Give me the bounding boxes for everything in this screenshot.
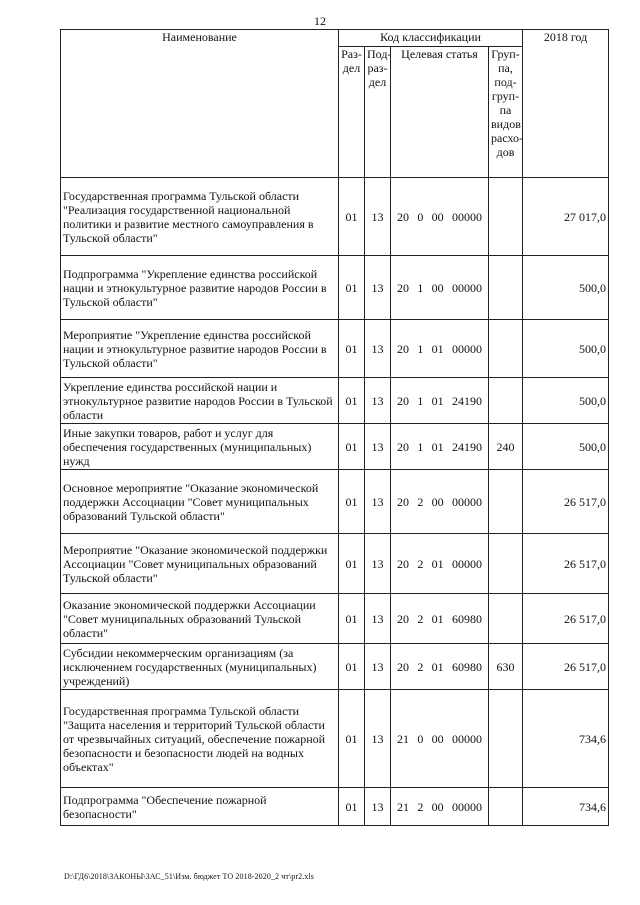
row-expense-type [489,320,523,378]
row-expense-type [489,534,523,594]
row-podrazdel: 13 [365,378,391,424]
csr-part: 20 [397,393,409,408]
row-razdel: 01 [339,644,365,690]
row-expense-type: 630 [489,644,523,690]
row-podrazdel: 13 [365,320,391,378]
row-name: Подпрограмма "Укрепление единства российской нации и этнокультурное развитие народов России в Тульской области" [61,256,339,320]
csr-part: 20 [397,439,409,454]
table-row [61,424,609,470]
row-razdel: 01 [339,178,365,256]
csr-part: 1 [417,341,424,356]
row-podrazdel: 13 [365,178,391,256]
row-name: Основное мероприятие "Оказание экономической поддержки Ассоциации "Совет муниципальных образований Тульской области" [61,470,339,534]
csr-part: 20 [397,611,409,626]
header-vr: Груп-па, под-груп-па видов расхо-дов [489,47,523,178]
table-row [61,644,609,690]
header-year: 2018 год [523,30,609,178]
row-podrazdel: 13 [365,690,391,788]
row-target-article [391,424,489,470]
header-name: Наименование [61,30,339,178]
row-amount: 500,0 [523,378,609,424]
row-razdel: 01 [339,690,365,788]
row-razdel: 01 [339,256,365,320]
row-podrazdel: 13 [365,594,391,644]
csr-part: 20 [397,209,409,224]
row-razdel: 01 [339,594,365,644]
csr-part: 00 [431,799,444,814]
row-target-article [391,534,489,594]
row-podrazdel: 13 [365,788,391,826]
table-row [61,178,609,256]
csr-part: 2 [417,659,424,674]
csr-part: 00000 [451,494,482,509]
row-name: Субсидии некоммерческим организациям (за исключением государственных (муниципальных) учреждений) [61,644,339,690]
row-name: Мероприятие "Укрепление единства российской нации и этнокультурное развитие народов России в Тульской области" [61,320,339,378]
row-target-article [391,470,489,534]
row-razdel: 01 [339,534,365,594]
header-razdel: Раз-дел [339,47,365,178]
row-name: Подпрограмма "Обеспечение пожарной безопасности" [61,788,339,826]
csr-part: 20 [397,556,409,571]
row-target-article [391,644,489,690]
csr-part: 00000 [451,341,482,356]
csr-part: 24190 [451,393,482,408]
row-expense-type: 240 [489,424,523,470]
csr-part: 0 [417,731,424,746]
header-podrazdel: Под-раз-дел [365,47,391,178]
csr-part: 20 [397,494,409,509]
csr-part: 24190 [451,439,482,454]
row-amount: 26 517,0 [523,534,609,594]
row-razdel: 01 [339,424,365,470]
csr-part: 60980 [451,659,482,674]
csr-part: 1 [417,280,424,295]
table-row [61,320,609,378]
row-razdel: 01 [339,788,365,826]
file-path-footer: D:\ГД6\2018\ЗАКОНЫ\ЗАС_51\Изм. бюджет ТО 2018-2020_2 чт\pr2.xls [64,872,314,881]
row-amount: 500,0 [523,256,609,320]
table-row [61,470,609,534]
row-amount: 26 517,0 [523,470,609,534]
csr-part: 20 [397,341,409,356]
table-row [61,534,609,594]
csr-part: 01 [431,341,444,356]
table-row [61,788,609,826]
row-target-article [391,178,489,256]
csr-part: 00 [431,280,444,295]
header-code-group: Код классификации [339,30,523,47]
csr-part: 00000 [451,280,482,295]
row-podrazdel: 13 [365,644,391,690]
row-expense-type [489,178,523,256]
row-amount: 500,0 [523,424,609,470]
row-target-article [391,690,489,788]
row-amount: 26 517,0 [523,644,609,690]
csr-part: 2 [417,799,424,814]
row-amount: 734,6 [523,690,609,788]
row-target-article [391,256,489,320]
row-expense-type [489,470,523,534]
csr-part: 21 [397,731,409,746]
csr-part: 20 [397,659,409,674]
row-podrazdel: 13 [365,424,391,470]
csr-part: 01 [431,659,444,674]
row-podrazdel: 13 [365,470,391,534]
csr-part: 20 [397,280,409,295]
csr-part: 01 [431,439,444,454]
table-row [61,594,609,644]
row-name: Укрепление единства российской нации и этнокультурное развитие народов России в Тульской области [61,378,339,424]
row-podrazdel: 13 [365,256,391,320]
csr-part: 0 [417,209,424,224]
csr-part: 01 [431,393,444,408]
row-target-article [391,320,489,378]
csr-part: 00 [431,494,444,509]
csr-part: 60980 [451,611,482,626]
table-row [61,378,609,424]
header-csr: Целевая статья [391,47,489,178]
row-name: Оказание экономической поддержки Ассоциации "Совет муниципальных образований Тульской области" [61,594,339,644]
table-row [61,690,609,788]
row-razdel: 01 [339,320,365,378]
csr-part: 00000 [451,799,482,814]
csr-part: 1 [417,393,424,408]
row-razdel: 01 [339,378,365,424]
row-amount: 26 517,0 [523,594,609,644]
csr-part: 00000 [451,209,482,224]
csr-part: 2 [417,556,424,571]
csr-part: 01 [431,611,444,626]
row-target-article [391,378,489,424]
row-name: Иные закупки товаров, работ и услуг для обеспечения государственных (муниципальных) нужд [61,424,339,470]
row-name: Мероприятие "Оказание экономической поддержки Ассоциации "Совет муниципальных образований Тульской области" [61,534,339,594]
budget-table [60,29,609,826]
row-razdel: 01 [339,470,365,534]
row-target-article [391,594,489,644]
row-amount: 734,6 [523,788,609,826]
row-name: Государственная программа Тульской области "Реализация государственной национальной политики и развитие местного самоуправления в Тульской области" [61,178,339,256]
row-expense-type [489,594,523,644]
row-name: Государственная программа Тульской области "Защита населения и территорий Тульской области от чрезвычайных ситуаций, обеспечение пожарной безопасности и безопасности людей на водных объектах" [61,690,339,788]
row-expense-type [489,378,523,424]
table-row [61,256,609,320]
row-target-article [391,788,489,826]
row-expense-type [489,788,523,826]
page-number: 12 [314,14,326,28]
row-expense-type [489,690,523,788]
csr-part: 00000 [451,731,482,746]
csr-part: 21 [397,799,409,814]
row-amount: 27 017,0 [523,178,609,256]
csr-part: 2 [417,611,424,626]
csr-part: 2 [417,494,424,509]
csr-part: 01 [431,556,444,571]
csr-part: 00 [431,209,444,224]
csr-part: 00000 [451,556,482,571]
row-podrazdel: 13 [365,534,391,594]
row-amount: 500,0 [523,320,609,378]
csr-part: 1 [417,439,424,454]
csr-part: 00 [431,731,444,746]
row-expense-type [489,256,523,320]
